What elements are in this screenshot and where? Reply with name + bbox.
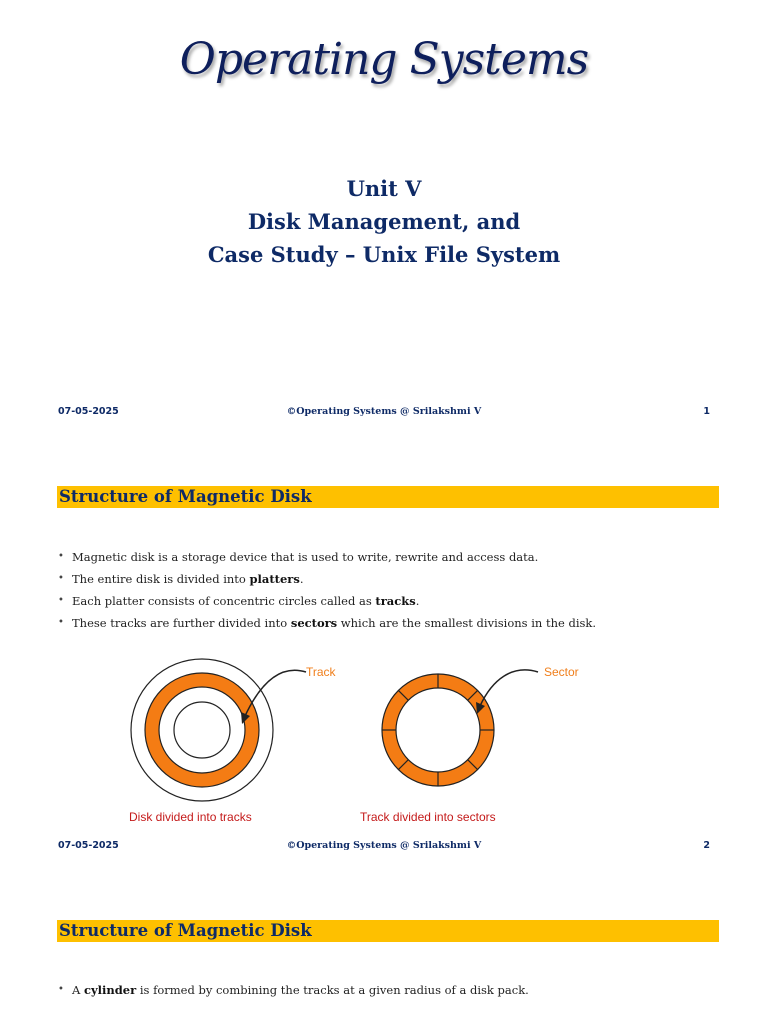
slide-2 [0, 434, 768, 868]
sector-ring-inner [396, 688, 480, 772]
heading-banner [57, 486, 719, 508]
footer-copyright: ©Operating Systems @ Srilakshmi V [286, 840, 482, 851]
footer-date: 07-05-2025 [58, 840, 119, 851]
heading-banner [57, 920, 719, 942]
bullet-list [58, 981, 529, 1003]
title-line-topic: Disk Management, and [247, 209, 521, 234]
sector-pointer-arrow [480, 670, 538, 706]
slide-1 [0, 0, 768, 434]
right-caption: Track divided into sectors [360, 810, 496, 824]
track-label: Track [306, 665, 336, 679]
left-caption: Disk divided into tracks [129, 810, 252, 824]
page-number: 2 [703, 840, 710, 851]
slide-3 [0, 868, 768, 1024]
list-item: • Each platter consists of concentric circles called as tracks. [58, 592, 596, 614]
slide-footer [58, 406, 710, 420]
slide-heading: Structure of Magnetic Disk [59, 921, 312, 940]
title-line-case-study: Case Study – Unix File System [207, 242, 561, 267]
list-item: • Magnetic disk is a storage device that is used to write, rewrite and access data. [58, 548, 596, 570]
course-logo: Operating Systems [179, 34, 589, 85]
page-number: 1 [703, 406, 710, 417]
title-line-unit: Unit V [346, 176, 422, 201]
disk-diagram [120, 644, 600, 834]
footer-copyright: ©Operating Systems @ Srilakshmi V [286, 406, 482, 417]
slide-heading: Structure of Magnetic Disk [59, 487, 312, 506]
list-item: • A cylinder is formed by combining the tracks at a given radius of a disk pack. [58, 981, 529, 1003]
slide-footer [58, 840, 710, 854]
disk-tracks-figure [131, 659, 306, 801]
track-sectors-figure [382, 670, 538, 786]
slide-title [0, 172, 768, 271]
list-item: • These tracks are further divided into sectors which are the smallest divisions in the disk. [58, 614, 596, 636]
inner-disk-circle [174, 702, 230, 758]
bullet-list [58, 548, 596, 636]
disk-diagram-svg [120, 644, 600, 834]
list-item: • The entire disk is divided into platters. [58, 570, 596, 592]
footer-date: 07-05-2025 [58, 406, 119, 417]
sector-label: Sector [544, 665, 579, 679]
